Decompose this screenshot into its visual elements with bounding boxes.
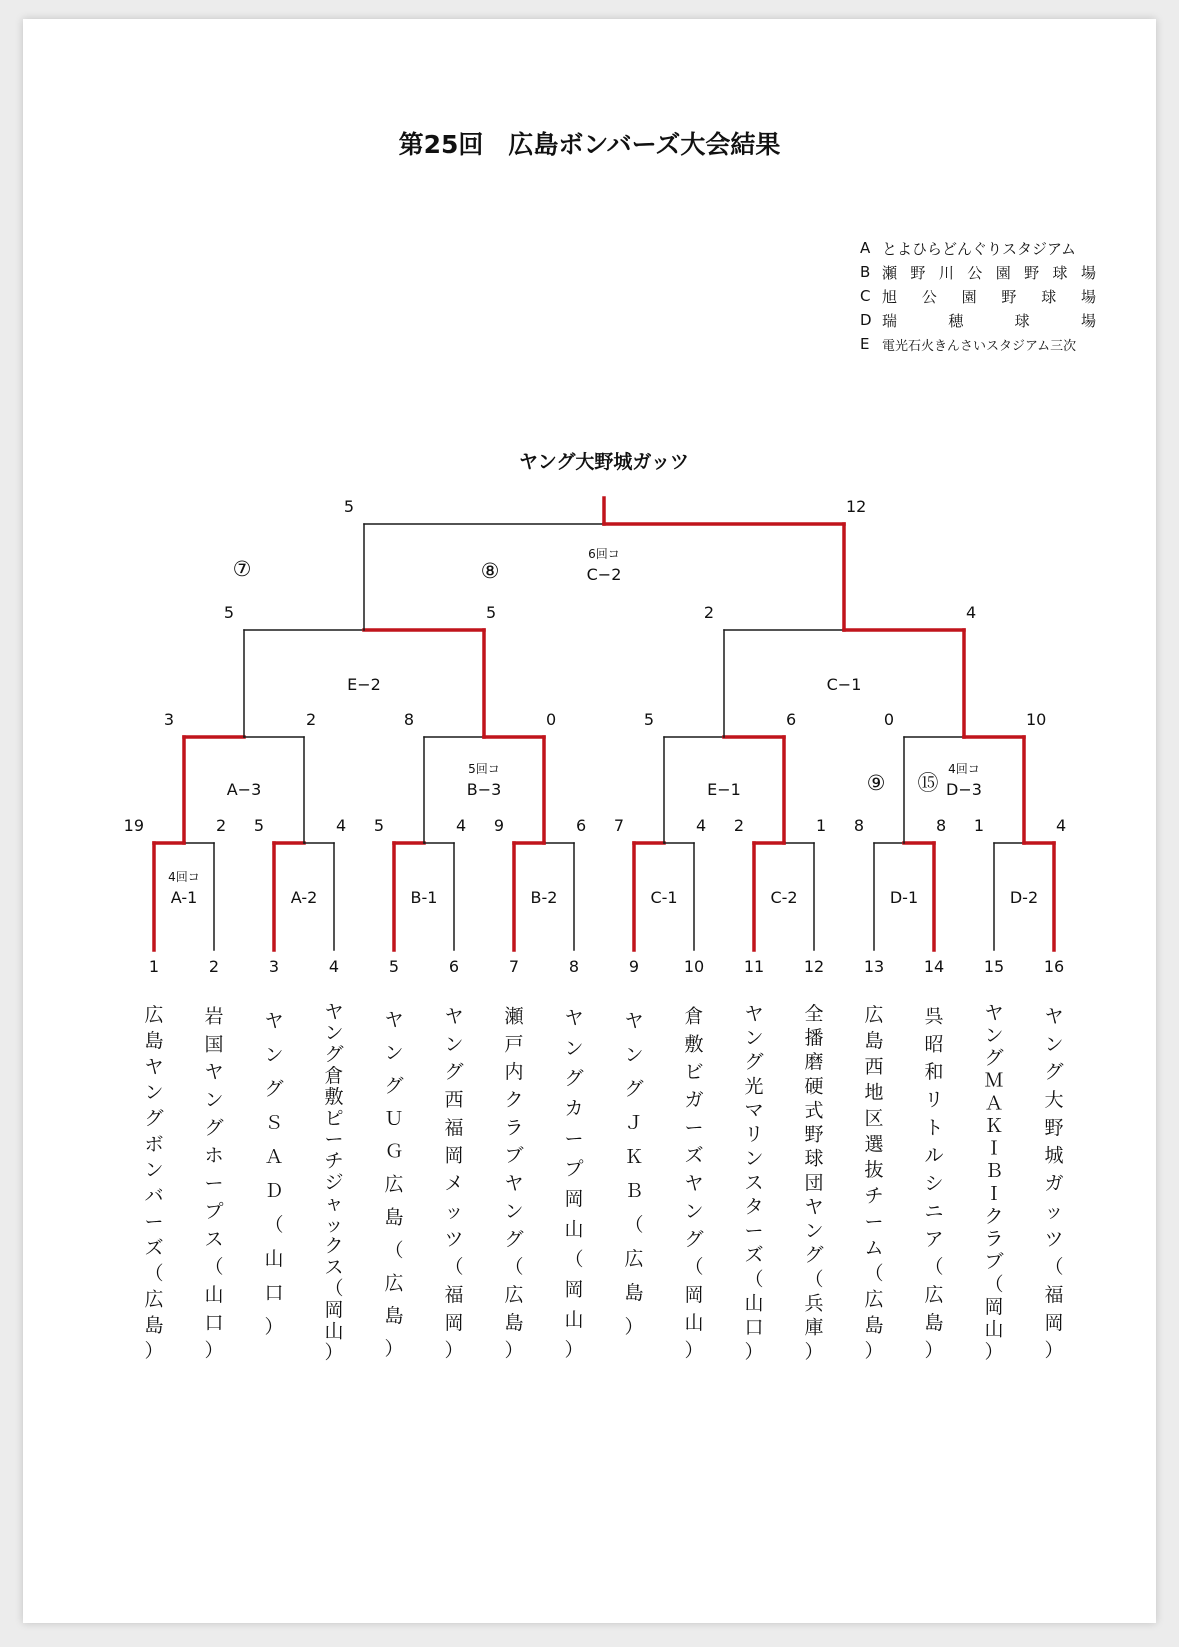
r1-match-4-left-score: 9 bbox=[493, 816, 504, 835]
r2-match-1-right-score: 2 bbox=[306, 710, 317, 729]
venue-key: E bbox=[860, 335, 870, 353]
team-name: ヤング西福岡メッツ（福岡） bbox=[444, 1005, 464, 1362]
r1-match-5-right-score: 4 bbox=[696, 816, 707, 835]
team-number: 15 bbox=[983, 957, 1005, 976]
team-number: 4 bbox=[328, 957, 340, 976]
r1-match-3-left-score: 5 bbox=[373, 816, 384, 835]
r1-match-7-right-score: 8 bbox=[936, 816, 947, 835]
r3-match-2-game-label: C−1 bbox=[826, 675, 862, 694]
r2-match-4-left-score: 0 bbox=[883, 710, 894, 729]
team-name: 岩国ヤングホープス（山口） bbox=[204, 1005, 224, 1362]
team-name: ヤング倉敷ピーチジャックス（岡山） bbox=[324, 1000, 344, 1364]
r2-match-2-right-score: 0 bbox=[546, 710, 557, 729]
team-name: ヤングＳＡＤ（山口） bbox=[264, 1009, 284, 1338]
r1-match-1-note: 4回コ bbox=[168, 870, 200, 884]
r2-match-4-right-score: 10 bbox=[1026, 710, 1047, 729]
r3-match-2-left-score: 2 bbox=[703, 603, 714, 622]
r1-match-8-game-label: D-2 bbox=[1009, 888, 1039, 907]
team-number: 9 bbox=[628, 957, 640, 976]
r1-match-5-left-score: 7 bbox=[613, 816, 624, 835]
team-name: 瀬戸内クラブヤング（広島） bbox=[504, 1005, 524, 1362]
team-name: ヤング大野城ガッツ（福岡） bbox=[1044, 1005, 1064, 1362]
team-name: 呉昭和リトルシニア（広島） bbox=[924, 1005, 944, 1362]
r1-match-6-right-score: 1 bbox=[816, 816, 827, 835]
r1-match-6-left-score: 2 bbox=[733, 816, 744, 835]
r1-match-4-right-score: 6 bbox=[576, 816, 587, 835]
r2-match-3-left-score: 5 bbox=[643, 710, 654, 729]
r2-match-4-game-label: D−3 bbox=[946, 780, 982, 799]
team-number: 11 bbox=[743, 957, 765, 976]
venue-name: 旭 公 園 野 球 場 bbox=[882, 287, 1096, 306]
r2-match-1-left-score: 3 bbox=[163, 710, 174, 729]
r1-match-6-game-label: C-2 bbox=[770, 888, 798, 907]
team-name: ヤングＭＡＫＩＢＩクラブ（岡山） bbox=[984, 1001, 1004, 1364]
r2-match-2-left-score: 8 bbox=[403, 710, 414, 729]
team-name: ヤングカープ岡山（岡山） bbox=[564, 1007, 584, 1361]
team-name: ヤングＵＧ広島（広島） bbox=[384, 1009, 404, 1361]
team-name: 広島西地区選抜チーム（広島） bbox=[864, 1004, 884, 1363]
venue-name: 瑞 穂 球 場 bbox=[882, 311, 1096, 330]
final-match-right-score: 12 bbox=[846, 497, 867, 516]
team-number: 7 bbox=[508, 957, 520, 976]
page-title: 第25回 広島ボンバーズ大会結果 bbox=[398, 130, 781, 159]
r1-match-7-left-score: 8 bbox=[853, 816, 864, 835]
r1-match-1-left-score: 19 bbox=[123, 816, 144, 835]
team-number: 16 bbox=[1043, 957, 1065, 976]
r1-match-3-game-label: B-1 bbox=[410, 888, 438, 907]
venue-key: D bbox=[860, 311, 872, 329]
team-number: 1 bbox=[148, 957, 160, 976]
r1-match-3-right-score: 4 bbox=[456, 816, 467, 835]
venue-key: C bbox=[860, 287, 871, 305]
team-number: 8 bbox=[568, 957, 580, 976]
champion-name: ヤング大野城ガッツ bbox=[518, 451, 690, 473]
r2-match-2-note: 5回コ bbox=[468, 762, 500, 776]
r1-match-1-right-score: 2 bbox=[216, 816, 227, 835]
venue-key: A bbox=[860, 239, 871, 257]
venue-key: B bbox=[860, 263, 871, 281]
circled-mark: ⑦ bbox=[232, 557, 252, 581]
r3-match-2-right-score: 4 bbox=[966, 603, 977, 622]
r1-match-8-left-score: 1 bbox=[973, 816, 984, 835]
r1-match-2-right-score: 4 bbox=[336, 816, 347, 835]
venue-name: 瀬 野 川 公 園 野 球 場 bbox=[882, 263, 1096, 282]
venue-name: とよひらどんぐりスタジアム bbox=[882, 239, 1076, 258]
team-number: 13 bbox=[863, 957, 885, 976]
r3-match-1-left-score: 5 bbox=[223, 603, 234, 622]
r2-match-2-game-label: B−3 bbox=[466, 780, 502, 799]
r1-match-4-game-label: B-2 bbox=[530, 888, 558, 907]
team-name: 広島ヤングボンバーズ（広島） bbox=[144, 1004, 164, 1363]
team-number: 5 bbox=[388, 957, 400, 976]
final-match-game-label: C−2 bbox=[586, 565, 622, 584]
team-name: ヤングＪＫＢ（広島） bbox=[624, 1009, 644, 1338]
r1-match-1-game-label: A-1 bbox=[170, 888, 198, 907]
r1-match-8-right-score: 4 bbox=[1056, 816, 1067, 835]
team-name: 倉敷ビガーズヤング（岡山） bbox=[684, 1005, 704, 1362]
team-number: 2 bbox=[208, 957, 220, 976]
final-match-note: 6回コ bbox=[588, 547, 620, 561]
final-match-left-score: 5 bbox=[343, 497, 354, 516]
r3-match-1-game-label: E−2 bbox=[347, 675, 381, 694]
circled-mark: ⑨ bbox=[866, 771, 886, 795]
r2-match-3-right-score: 6 bbox=[786, 710, 797, 729]
team-number: 3 bbox=[268, 957, 280, 976]
circled-mark: ⑮ bbox=[917, 771, 939, 795]
r1-match-5-game-label: C-1 bbox=[650, 888, 678, 907]
venue-name: 電光石火きんさいスタジアム三次 bbox=[882, 338, 1077, 354]
team-number: 10 bbox=[683, 957, 705, 976]
r2-match-1-game-label: A−3 bbox=[226, 780, 262, 799]
team-name: ヤング光マリンスターズ（山口） bbox=[744, 1002, 764, 1363]
team-number: 12 bbox=[803, 957, 825, 976]
circled-mark: ⑧ bbox=[480, 559, 500, 583]
r1-match-2-game-label: A-2 bbox=[290, 888, 318, 907]
r1-match-2-left-score: 5 bbox=[253, 816, 264, 835]
r2-match-4-note: 4回コ bbox=[948, 762, 980, 776]
r2-match-3-game-label: E−1 bbox=[707, 780, 741, 799]
r3-match-1-right-score: 5 bbox=[486, 603, 497, 622]
r1-match-7-game-label: D-1 bbox=[889, 888, 919, 907]
team-number: 14 bbox=[923, 957, 945, 976]
team-number: 6 bbox=[448, 957, 460, 976]
team-name: 全播磨硬式野球団ヤング（兵庫） bbox=[804, 1002, 824, 1363]
